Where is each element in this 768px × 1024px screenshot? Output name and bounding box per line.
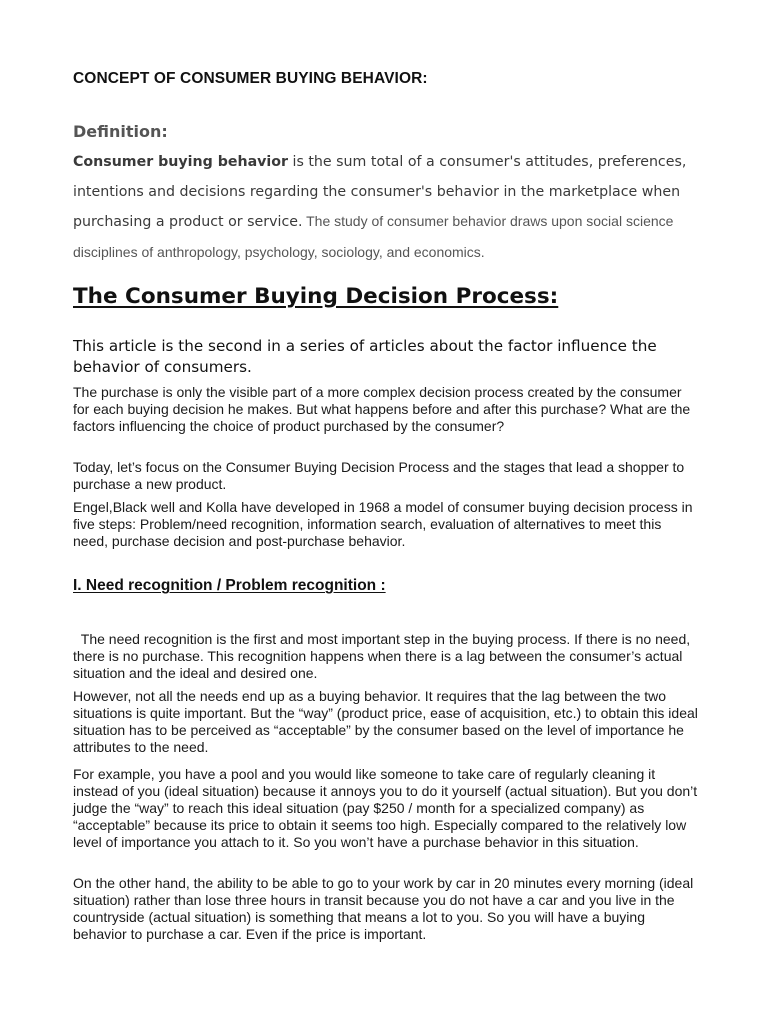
subsection-paragraph: However, not all the needs end up as a buying behavior. It requires that the lag between the two situations is quite important. But the “way” (product price, ease of acquisition, etc.) to obtain this ideal situation has to be perceived as “acceptable” by the consumer based on the level of importance he attributes to the need. <box>73 688 698 755</box>
subsection-paragraph: For example, you have a pool and you would like someone to take care of regularly cleaning it instead of you (ideal situation) because it annoys you to do it yourself (actual situation). But you don’t judge the “way” to reach this ideal situation (pay $250 / month for a specialized company) as “acceptable” because its price to obtain it seems too high. Especially compared to the relatively low level of importance you attach to it. So you won’t have a purchase behavior in this situation. <box>73 766 698 850</box>
body-paragraph: Today, let’s focus on the Consumer Buying Decision Process and the stages that lead a shopper to purchase a new product. <box>73 459 685 492</box>
definition-heading: Definition: <box>73 122 168 141</box>
section-heading: The Consumer Buying Decision Process: <box>73 284 559 309</box>
body-paragraph: The purchase is only the visible part of a more complex decision process created by the consumer for each buying decision he makes. But what happens before and after this purchase? What are the factors influencing the choice of product purchased by the consumer? <box>73 384 691 434</box>
document-title: CONCEPT OF CONSUMER BUYING BEHAVIOR: <box>73 70 428 87</box>
subsection-paragraph: The need recognition is the first and most important step in the buying process. If there is no need, there is no purchase. This recognition happens when there is a lag between the consumer’s actual situation and the ideal and desired one. <box>73 631 695 681</box>
definition-text: is the sum total of a consumer's attitudes, preferences, intentions and decisions regarding the consumer's behavior in the marketplace when purchasing a product or service. <box>73 154 687 230</box>
subsection-heading: I. Need recognition / Problem recognition : <box>73 577 386 594</box>
intro-paragraph: This article is the second in a series of articles about the factor influence the behavior of consumers. <box>73 337 657 376</box>
definition-term: Consumer buying behavior <box>73 154 289 170</box>
subsection-paragraph: On the other hand, the ability to be able to go to your work by car in 20 minutes every morning (ideal situation) rather than lose three hours in transit because you do not have a car and you live in the countryside (actual situation) is something that means a lot to you. So you will have a buying behavior to purchase a car. Even if the price is important. <box>73 875 694 942</box>
definition-tail: The study of consumer behavior draws upon social science disciplines of anthropology, psychology, sociology, and economics. <box>73 213 674 260</box>
definition-paragraph <box>73 148 703 268</box>
body-paragraph: Engel,Black well and Kolla have developed in 1968 a model of consumer buying decision process in five steps: Problem/need recognition, information search, evaluation of alternatives to meet this need, purchase decision and post-purchase behavior. <box>73 499 693 549</box>
